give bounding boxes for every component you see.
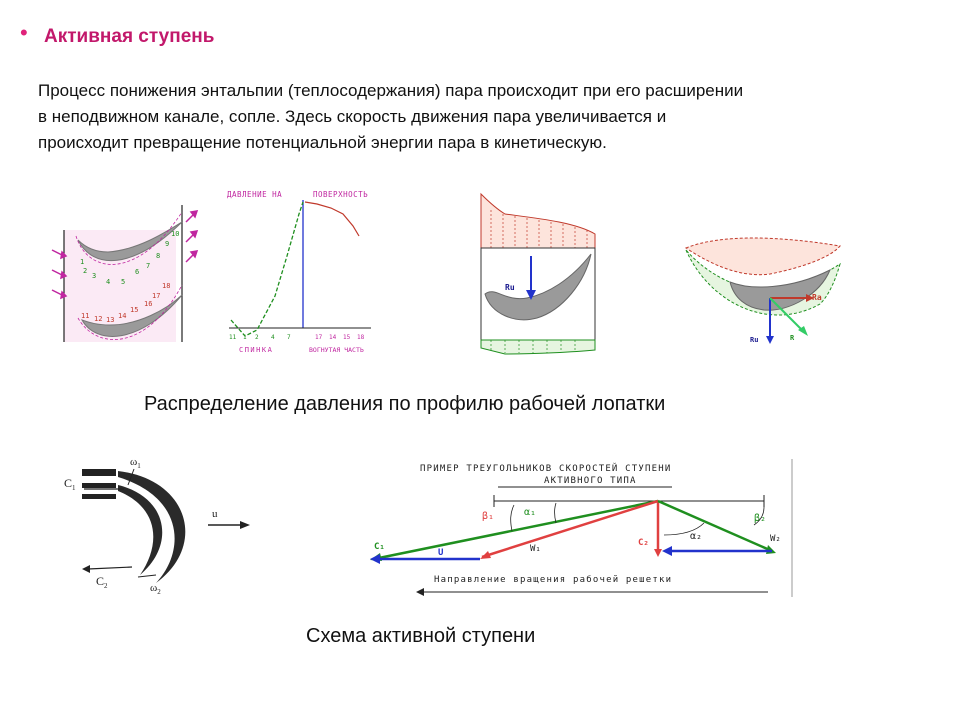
lower-pressure-diagram: [481, 340, 595, 354]
u-label: u: [212, 508, 218, 520]
w2-label: $\omega_2$: [150, 582, 161, 596]
u-label: U: [438, 548, 444, 558]
x-tick: 7: [287, 334, 291, 341]
x-tick: 2: [255, 334, 259, 341]
x-tick: 11: [229, 334, 237, 341]
x-tick: 15: [343, 334, 351, 341]
channel-number: 11: [81, 312, 90, 320]
intro-paragraph: [38, 78, 938, 156]
c2-label: $C_2$: [96, 574, 108, 590]
channel-number: 10: [171, 230, 180, 238]
x-tick: 1: [243, 334, 247, 341]
x-tick: 17: [315, 334, 323, 341]
c1-label: C₁: [374, 542, 385, 552]
ru-label: Ru: [750, 336, 759, 344]
beta2-label: β₂: [754, 513, 767, 524]
channel-number: 9: [165, 240, 170, 248]
channel-number: 7: [146, 262, 151, 270]
back-label: СПИНКА: [239, 346, 274, 354]
concave-pressure-curve: [305, 202, 359, 236]
active-stage-figure: [58, 455, 258, 605]
channel-number: 6: [135, 268, 140, 276]
pressure-envelope-top: [686, 238, 840, 275]
upper-pressure-diagram: [481, 194, 595, 248]
blade-profile: [485, 254, 591, 320]
back-pressure-curve: [231, 202, 303, 336]
x-tick: 14: [329, 334, 337, 341]
channel-number: 16: [144, 300, 153, 308]
beta1-label: β₁: [482, 511, 495, 522]
inner-blade: [118, 485, 162, 575]
c1-vector: [374, 501, 658, 559]
w2-label: W₂: [770, 534, 781, 544]
scheme-caption: Схема активной ступени: [306, 625, 536, 647]
slide-title: Активная ступень: [44, 26, 215, 47]
channel-number: 1: [80, 258, 85, 266]
w1-vector: [482, 501, 658, 557]
pressure-caption: Распределение давления по профилю рабочей лопатки: [144, 393, 666, 415]
paragraph-line: Процесс понижения энтальпии (теплосодержания) пара происходит при его расширении: [38, 81, 744, 100]
plot-title-right: ПОВЕРХНОСТЬ: [313, 190, 369, 199]
blade-force-figure: [475, 190, 605, 360]
x-tick: 4: [271, 334, 275, 341]
channel-number: 18: [162, 282, 171, 290]
nozzle-lower: [82, 494, 116, 499]
channel-number: 3: [92, 272, 97, 280]
triangles-title-1: ПРИМЕР ТРЕУГОЛЬНИКОВ СКОРОСТЕЙ СТУПЕНИ: [420, 464, 672, 474]
title-bullet: •: [20, 20, 28, 45]
paragraph-line: в неподвижном канале, сопле. Здесь скорость движения пара увеличивается и: [38, 107, 667, 126]
nozzle-upper: [82, 469, 116, 476]
channel-number: 5: [121, 278, 126, 286]
blade-channel-figure: [48, 200, 198, 350]
c2-label: C₂: [638, 538, 649, 548]
plot-title-left: ДАВЛЕНИЕ НА: [227, 190, 283, 199]
channel-number: 13: [106, 316, 115, 324]
w2-vector: [658, 501, 772, 551]
channel-number: 17: [152, 292, 161, 300]
force-label: Ru: [505, 283, 515, 292]
outer-blade: [118, 471, 185, 583]
r-label: R: [790, 334, 795, 342]
direction-label: Направление вращения рабочей решетки: [434, 575, 673, 585]
channel-number: 12: [94, 315, 103, 323]
channel-number: 2: [83, 267, 88, 275]
blade-vectors-figure: [680, 234, 860, 354]
alpha2-label: α₂: [690, 531, 703, 542]
channel-number: 8: [156, 252, 161, 260]
c1-label: $C_1$: [64, 476, 76, 492]
concave-label: ВОГНУТАЯ ЧАСТЬ: [309, 346, 364, 354]
nozzle-middle: [82, 483, 116, 488]
channel-number: 14: [118, 312, 127, 320]
channel-number: 15: [130, 306, 139, 314]
ra-label: Ra: [812, 293, 822, 302]
channel-number: 4: [106, 278, 111, 286]
outlet-arrows: [186, 211, 197, 262]
alpha1-label: α₁: [524, 507, 537, 518]
w1-label: $\omega_1$: [130, 456, 141, 470]
pressure-plot-figure: [225, 186, 375, 358]
paragraph-line: происходит превращение потенциальной энергии пара в кинетическую.: [38, 133, 607, 152]
x-tick: 18: [357, 334, 365, 341]
velocity-triangles-figure: [360, 455, 800, 600]
triangles-title-2: АКТИВНОГО ТИПА: [544, 476, 637, 486]
w1-label: W₁: [530, 544, 541, 554]
